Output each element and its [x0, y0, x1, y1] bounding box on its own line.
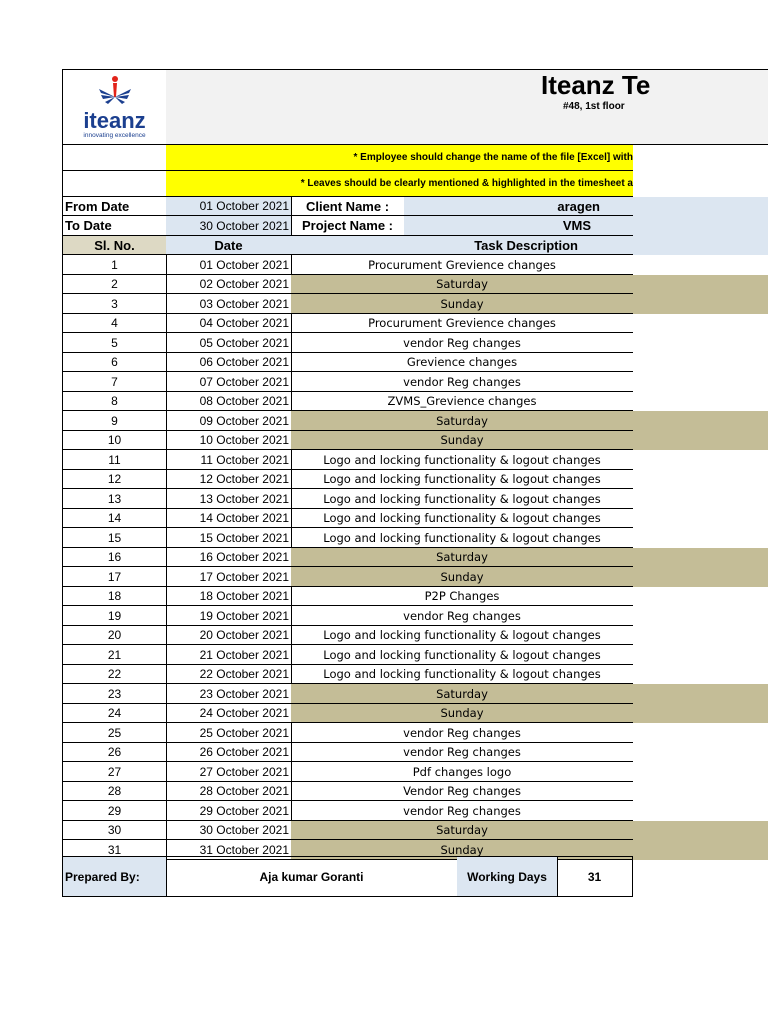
title-cell [166, 69, 768, 145]
row-sl-no: 21 [62, 645, 167, 665]
to-date-label: To Date [62, 216, 167, 236]
row-task-weekend: Sunday [291, 294, 633, 314]
row-date: 03 October 2021 [166, 294, 292, 314]
row-weekend-highlight [633, 684, 768, 704]
row-sl-no: 8 [62, 392, 167, 411]
row-task-weekend: Sunday [291, 567, 633, 587]
row-date: 22 October 2021 [166, 665, 292, 684]
row-task: vendor Reg changes [291, 372, 633, 392]
notice-spacer-1 [62, 145, 167, 171]
row-date: 18 October 2021 [166, 587, 292, 606]
row-sl-no: 4 [62, 314, 167, 333]
row-sl-no: 19 [62, 606, 167, 626]
row-sl-no: 7 [62, 372, 167, 392]
row-date: 24 October 2021 [166, 704, 292, 723]
row-sl-no: 26 [62, 743, 167, 762]
row-task: Grevience changes [291, 353, 633, 372]
row-task: ZVMS_Grevience changes [291, 392, 633, 411]
working-days-label: Working Days [457, 856, 558, 897]
row-date: 20 October 2021 [166, 626, 292, 645]
logo-tagline: innovating excellence [83, 131, 146, 139]
row-date: 14 October 2021 [166, 509, 292, 528]
row-sl-no: 29 [62, 801, 167, 821]
row-task: vendor Reg changes [291, 333, 633, 353]
row-sl-no: 27 [62, 762, 167, 782]
row-date: 17 October 2021 [166, 567, 292, 587]
row-weekend-highlight [633, 840, 768, 860]
row-sl-no: 5 [62, 333, 167, 353]
row-task-weekend: Sunday [291, 840, 633, 860]
row-task-weekend: Saturday [291, 821, 633, 840]
row-date: 13 October 2021 [166, 489, 292, 509]
project-value: VMS [404, 216, 633, 236]
to-date-value: 30 October 2021 [166, 216, 292, 236]
row-weekend-highlight [633, 548, 768, 567]
row-task: Logo and locking functionality & logout changes [291, 489, 633, 509]
row-sl-no: 10 [62, 431, 167, 450]
working-days-value: 31 [557, 856, 633, 897]
notice-line-1: * Employee should change the name of the file [Excel] with [166, 145, 633, 171]
row-task: Pdf changes logo [291, 762, 633, 782]
col-header-sl-no: Sl. No. [62, 236, 167, 255]
row-date: 31 October 2021 [166, 840, 292, 860]
row-sl-no: 31 [62, 840, 167, 860]
row-task: Vendor Reg changes [291, 782, 633, 801]
row-date: 09 October 2021 [166, 411, 292, 431]
row-weekend-highlight [633, 567, 768, 587]
row-sl-no: 2 [62, 275, 167, 294]
row-sl-no: 25 [62, 723, 167, 743]
row-task: Logo and locking functionality & logout changes [291, 509, 633, 528]
row-weekend-highlight [633, 821, 768, 840]
row-task: vendor Reg changes [291, 743, 633, 762]
row-sl-no: 6 [62, 353, 167, 372]
row-task: Logo and locking functionality & logout changes [291, 528, 633, 548]
row-date: 28 October 2021 [166, 782, 292, 801]
row-task: Logo and locking functionality & logout changes [291, 626, 633, 645]
row-date: 30 October 2021 [166, 821, 292, 840]
company-address: #48, 1st floor [563, 101, 625, 112]
info-bg-right [633, 197, 768, 255]
row-sl-no: 3 [62, 294, 167, 314]
row-weekend-highlight [633, 294, 768, 314]
row-task: Procurument Grevience changes [291, 255, 633, 275]
col-header-date: Date [166, 236, 292, 255]
row-date: 12 October 2021 [166, 470, 292, 489]
row-date: 15 October 2021 [166, 528, 292, 548]
row-date: 05 October 2021 [166, 333, 292, 353]
row-weekend-highlight [633, 704, 768, 723]
row-sl-no: 14 [62, 509, 167, 528]
col-header-task: Task Description [291, 236, 633, 255]
row-task: P2P Changes [291, 587, 633, 606]
row-date: 02 October 2021 [166, 275, 292, 294]
row-sl-no: 30 [62, 821, 167, 840]
row-date: 21 October 2021 [166, 645, 292, 665]
row-date: 08 October 2021 [166, 392, 292, 411]
row-weekend-highlight [633, 431, 768, 450]
from-date-value: 01 October 2021 [166, 197, 292, 216]
row-task: Logo and locking functionality & logout changes [291, 470, 633, 489]
row-sl-no: 22 [62, 665, 167, 684]
row-date: 01 October 2021 [166, 255, 292, 275]
logo-icon [95, 75, 135, 111]
row-date: 29 October 2021 [166, 801, 292, 821]
row-task: Procurument Grevience changes [291, 314, 633, 333]
client-value: aragen [404, 197, 633, 216]
prepared-by-label: Prepared By: [62, 856, 167, 897]
logo-text: iteanz [83, 107, 146, 133]
notice-spacer-2 [62, 171, 167, 197]
row-sl-no: 28 [62, 782, 167, 801]
row-task: vendor Reg changes [291, 801, 633, 821]
row-date: 07 October 2021 [166, 372, 292, 392]
row-sl-no: 24 [62, 704, 167, 723]
from-date-label: From Date [62, 197, 167, 216]
row-task-weekend: Sunday [291, 431, 633, 450]
row-sl-no: 18 [62, 587, 167, 606]
client-label: Client Name : [291, 197, 405, 216]
row-weekend-highlight [633, 275, 768, 294]
row-task: Logo and locking functionality & logout changes [291, 645, 633, 665]
row-date: 25 October 2021 [166, 723, 292, 743]
project-label: Project Name : [291, 216, 405, 236]
row-task-weekend: Saturday [291, 548, 633, 567]
row-date: 26 October 2021 [166, 743, 292, 762]
row-sl-no: 11 [62, 450, 167, 470]
row-sl-no: 1 [62, 255, 167, 275]
row-date: 10 October 2021 [166, 431, 292, 450]
row-sl-no: 23 [62, 684, 167, 704]
notice-line-2: * Leaves should be clearly mentioned & highlighted in the timesheet a [166, 171, 633, 197]
row-task: vendor Reg changes [291, 606, 633, 626]
row-date: 19 October 2021 [166, 606, 292, 626]
row-task: vendor Reg changes [291, 723, 633, 743]
row-date: 23 October 2021 [166, 684, 292, 704]
row-sl-no: 12 [62, 470, 167, 489]
row-task: Logo and locking functionality & logout changes [291, 665, 633, 684]
row-date: 11 October 2021 [166, 450, 292, 470]
row-task: Logo and locking functionality & logout changes [291, 450, 633, 470]
row-date: 16 October 2021 [166, 548, 292, 567]
company-title: Iteanz Te [541, 70, 651, 100]
row-date: 27 October 2021 [166, 762, 292, 782]
row-task-weekend: Saturday [291, 275, 633, 294]
row-task-weekend: Saturday [291, 684, 633, 704]
row-task-weekend: Saturday [291, 411, 633, 431]
prepared-by-value: Aja kumar Goranti [166, 856, 458, 897]
logo-cell [62, 69, 167, 145]
row-sl-no: 17 [62, 567, 167, 587]
row-sl-no: 13 [62, 489, 167, 509]
row-weekend-highlight [633, 411, 768, 431]
row-sl-no: 16 [62, 548, 167, 567]
row-sl-no: 20 [62, 626, 167, 645]
row-task-weekend: Sunday [291, 704, 633, 723]
row-sl-no: 15 [62, 528, 167, 548]
row-sl-no: 9 [62, 411, 167, 431]
row-date: 06 October 2021 [166, 353, 292, 372]
row-date: 04 October 2021 [166, 314, 292, 333]
